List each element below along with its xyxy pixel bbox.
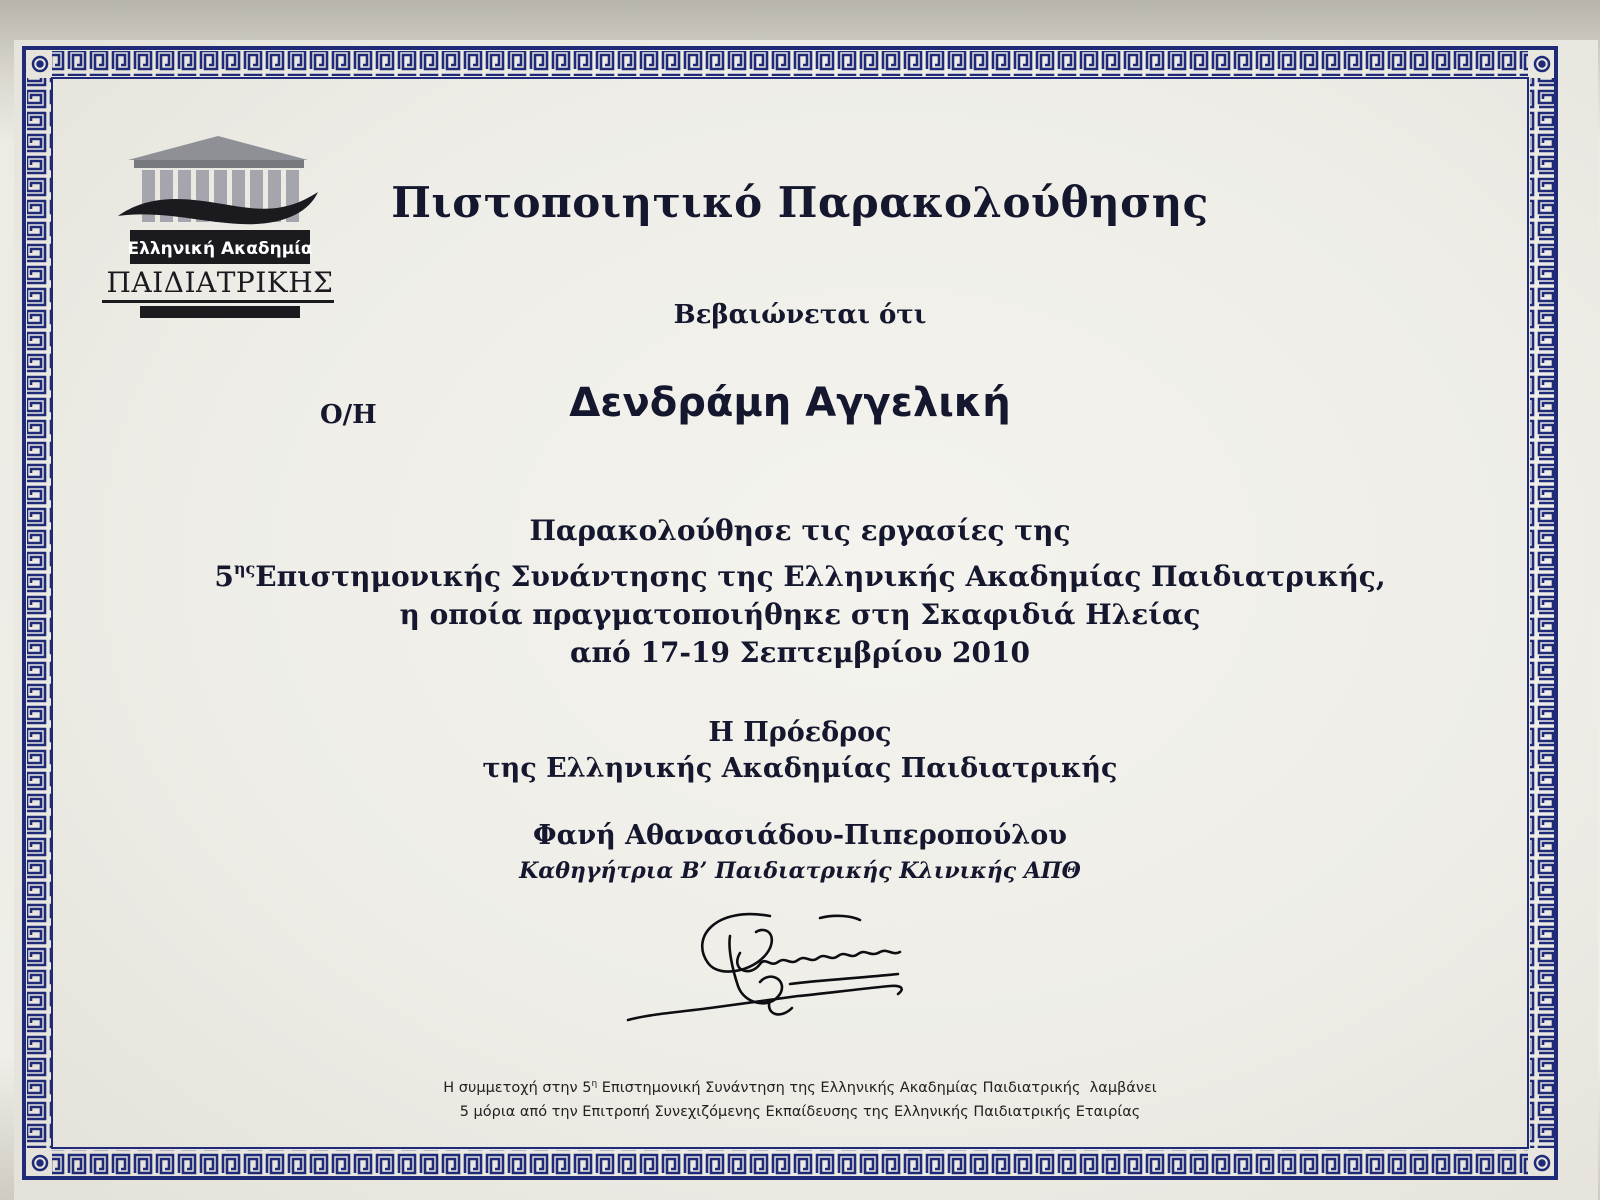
body-line4: από 17-19 Σεπτεμβρίου 2010 xyxy=(570,636,1030,669)
body-line3: η οποία πραγματοποιήθηκε στη Σκαφιδιά Ηλείας xyxy=(399,598,1201,631)
footer-line1-pre: Η συμμετοχή στην 5 xyxy=(443,1080,592,1096)
certificate-title: Πιστοποιητικό Παρακολούθησης xyxy=(391,178,1209,227)
recipient-prefix: Ο/Η xyxy=(320,400,377,430)
handwritten-signature xyxy=(620,908,920,1038)
recipient-name: Δενδράμη Αγγελική xyxy=(569,380,1011,426)
president-line1: Η Πρόεδρος xyxy=(708,717,892,748)
certificate-footer xyxy=(0,1072,1600,1124)
body-line2 xyxy=(0,550,1600,596)
president-line2: της Ελληνικής Ακαδημίας Παιδιατρικής xyxy=(482,753,1118,784)
signatory-name: Φανή Αθανασιάδου-Πιπεροπούλου xyxy=(533,820,1067,851)
temple-icon xyxy=(100,134,340,324)
logo-line1: Ελληνική Ακαδημία xyxy=(127,239,313,259)
signatory-role: Καθηγήτρια Β’ Παιδιατρικής Κλινικής ΑΠΘ xyxy=(519,858,1081,884)
body-line1: Παρακολούθησε τις εργασίες της xyxy=(529,514,1071,547)
body-line2-superscript: ης xyxy=(233,559,256,578)
footer-line1-sup: η xyxy=(591,1079,598,1089)
president-block xyxy=(0,715,1600,787)
footer-line1-post: Επιστημονική Συνάντηση της Ελληνικής Ακαδημίας Παιδιατρικής λαμβάνει xyxy=(597,1080,1157,1096)
footer-line2: 5 μόρια από την Επιτροπή Συνεχιζόμενης Εκπαίδευσης της Ελληνικής Παιδιατρικής Εταιρίας xyxy=(459,1104,1141,1120)
body-line2-number: 5 xyxy=(214,560,234,593)
footer-line1 xyxy=(0,1072,1600,1100)
body-line2-text: Επιστημονικής Συνάντησης της Ελληνικής Ακαδημίας Παιδιατρικής, xyxy=(255,560,1386,593)
certificate-body xyxy=(0,512,1600,672)
logo-line2: ΠΑΙΔΙΑΤΡΙΚΗΣ xyxy=(106,266,334,299)
certificate-intro: Βεβαιώνεται ότι xyxy=(673,300,927,330)
